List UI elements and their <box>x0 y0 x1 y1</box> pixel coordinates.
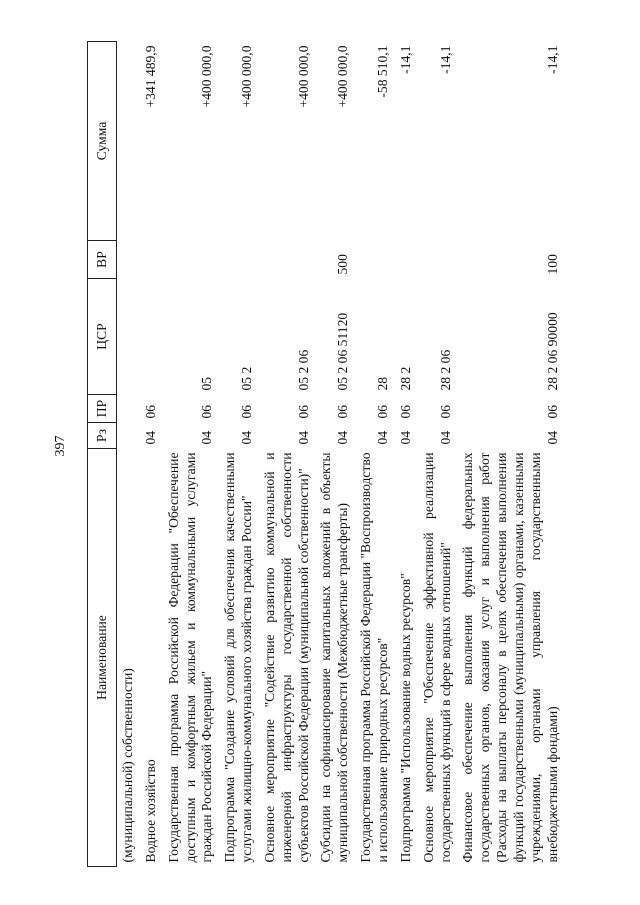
row-vr <box>259 241 316 279</box>
row-vr <box>117 241 140 279</box>
row-sum: -58 510,1 <box>374 45 390 98</box>
budget-table <box>87 41 564 867</box>
row-name: Подпрограмма "Создание условий для обеспечения качественными услугами жилищно-коммунального хозяйства граждан России" <box>222 452 255 863</box>
row-csr: 05 2 06 51120 <box>335 312 351 391</box>
row-pr: 06 <box>199 404 215 419</box>
row-pr: 06 <box>397 404 413 419</box>
budget-sheet <box>87 42 622 867</box>
row-csr: 28 2 06 <box>437 349 453 391</box>
row-pr <box>117 395 140 423</box>
row-sum: +400 000,0 <box>239 45 255 108</box>
row-csr: 05 2 <box>239 366 255 391</box>
row-rz: 04 <box>295 430 311 445</box>
row-rz: 04 <box>437 430 453 445</box>
row-sum: -14,1 <box>437 45 453 74</box>
header-sum: Сумма <box>88 42 117 241</box>
row-name: Подпрограмма "Использование водных ресурсов" <box>397 573 413 863</box>
row-rz: 04 <box>239 430 255 445</box>
row-vr <box>219 241 259 279</box>
header-csr: ЦСР <box>88 279 117 395</box>
row-vr <box>163 241 220 279</box>
row-sum: -14,1 <box>397 45 413 74</box>
row-csr <box>140 279 163 395</box>
table-row <box>140 42 163 867</box>
row-csr: 05 <box>199 376 215 391</box>
table-row <box>219 42 259 867</box>
row-vr: 100 <box>544 254 560 275</box>
table-row <box>163 42 220 867</box>
row-vr <box>140 241 163 279</box>
page-number: 397 <box>53 435 68 457</box>
row-pr: 06 <box>142 404 158 419</box>
row-name: Водное хозяйство <box>142 759 158 863</box>
row-csr <box>117 279 140 395</box>
row-name: Финансовое обеспечение выполнения функций федеральных государственных органов, оказания услуг и выполнения работ (Расходы на выплаты персоналу в целях обеспечения выполнения функций государственными (муниципальными) органами, казенными учреждениями, органами управления государственными внебюджетными фондами) <box>460 452 560 863</box>
table-row <box>315 42 355 867</box>
row-rz: 04 <box>199 430 215 445</box>
table-row <box>355 42 395 867</box>
row-pr: 06 <box>295 404 311 419</box>
row-name: Государственная программа Российской Федерации "Обеспечение доступным и комфортным жильем и коммунальными услугами граждан Российской Федерации" <box>165 452 215 863</box>
row-csr: 28 2 06 90000 <box>544 312 560 391</box>
row-pr: 06 <box>544 404 560 419</box>
row-name: (муниципальной) собственности) <box>120 668 135 863</box>
row-vr <box>355 241 395 279</box>
row-vr <box>395 241 418 279</box>
row-sum: +400 000,0 <box>295 45 311 108</box>
row-sum <box>117 42 140 241</box>
row-rz: 04 <box>142 430 158 445</box>
table-row <box>457 42 564 867</box>
header-vr: ВР <box>88 241 117 279</box>
row-csr: 05 2 06 <box>295 349 311 391</box>
row-vr: 500 <box>335 254 351 275</box>
row-pr: 06 <box>374 404 390 419</box>
header-pr: ПР <box>88 395 117 423</box>
row-rz: 04 <box>335 430 351 445</box>
row-name: Основное мероприятие "Содействие развитию коммунальной и инженерной инфраструктуры государственной собственности субъектов Российской Федерации (муниципальной собственности)" <box>261 452 311 863</box>
row-rz: 04 <box>544 430 560 445</box>
row-pr: 06 <box>335 404 351 419</box>
row-vr <box>418 241 458 279</box>
row-rz: 04 <box>397 430 413 445</box>
row-name: Основное мероприятие "Обеспечение эффективной реализации государственных функций в сфере водных отношений" <box>420 452 453 863</box>
row-rz: 04 <box>374 430 390 445</box>
row-sum: -14,1 <box>544 45 560 74</box>
header-name: Наименование <box>88 449 117 867</box>
row-sum: +400 000,0 <box>199 45 215 108</box>
row-csr: 28 2 <box>397 366 413 391</box>
row-name: Государственная программа Российской Федерации "Воспроизводство и использование природных ресурсов" <box>358 452 390 863</box>
row-pr: 06 <box>437 404 453 419</box>
header-rz: Рз <box>88 423 117 449</box>
row-sum: +400 000,0 <box>335 45 351 108</box>
row-name: Субсидии на софинансирование капитальных вложений в объекты муниципальной собственности (Межбюджетные трансферты) <box>318 452 351 863</box>
row-csr: 28 <box>374 376 390 391</box>
table-row <box>259 42 316 867</box>
table-row <box>418 42 458 867</box>
table-row <box>117 42 140 867</box>
row-pr: 06 <box>239 404 255 419</box>
row-sum: +341 489,9 <box>142 45 158 108</box>
table-header-row <box>88 42 117 867</box>
table-row <box>395 42 418 867</box>
row-rz <box>117 423 140 449</box>
